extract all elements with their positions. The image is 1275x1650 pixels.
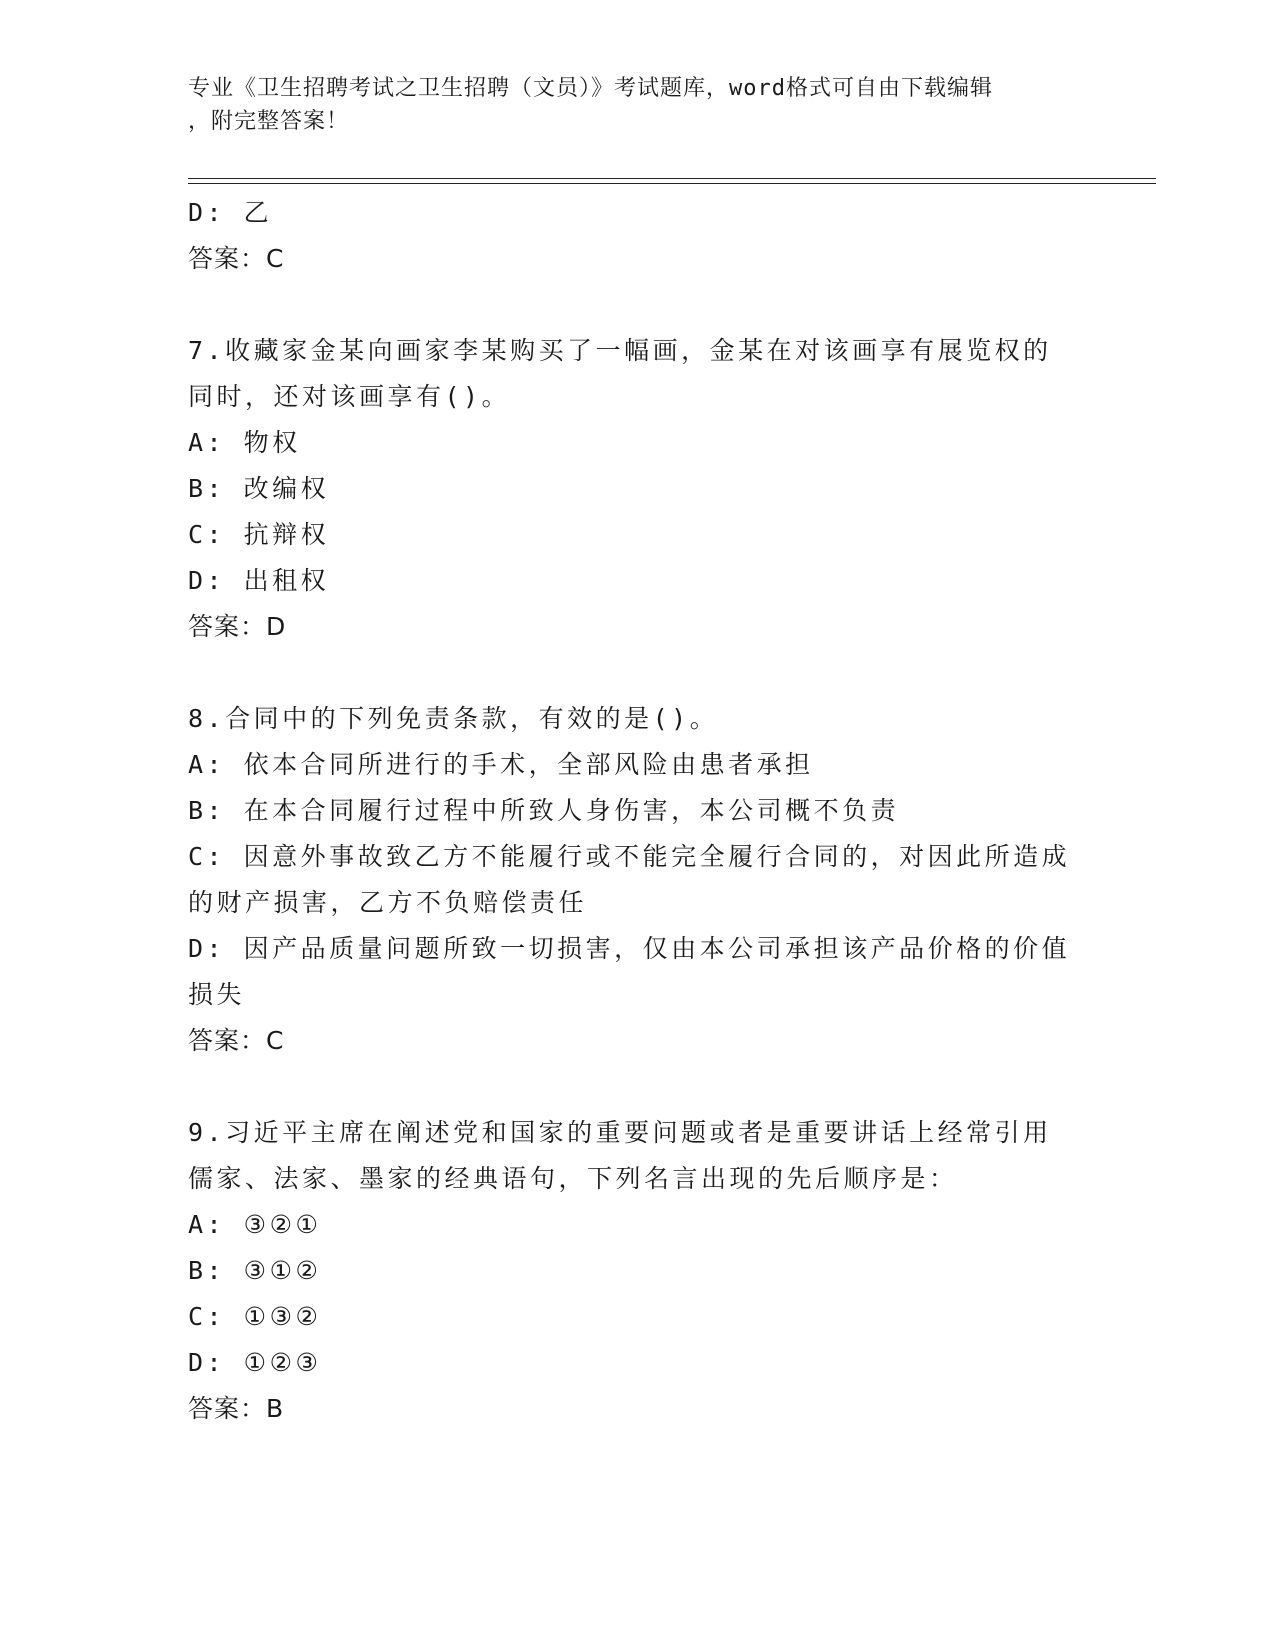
- question-stem-continued: 儒家、法家、墨家的经典语句，下列名言出现的先后顺序是：: [188, 1164, 958, 1193]
- answer: 答案：D: [188, 612, 287, 641]
- option-c: C: 因意外事故致乙方不能履行或不能完全履行合同的，对因此所造成: [188, 842, 1071, 871]
- question-spacer: [188, 282, 1088, 328]
- question-stem: 8.合同中的下列免责条款，有效的是()。: [188, 704, 719, 733]
- option-c-continued: 的财产损害，乙方不负赔偿责任: [188, 888, 588, 917]
- option-a: A: 物权: [188, 428, 301, 457]
- answer: 答案：C: [188, 1026, 285, 1055]
- question-spacer: [188, 650, 1088, 696]
- header-line-2: ，附完整答案！: [188, 109, 350, 134]
- answer: 答案：B: [188, 1394, 285, 1423]
- option-d: D: 出租权: [188, 566, 330, 595]
- document-body: [188, 190, 1088, 1432]
- option-d-continued: 损失: [188, 980, 246, 1009]
- document-header: [188, 72, 1068, 138]
- option-c: C: 抗辩权: [188, 520, 330, 549]
- question-8: [188, 696, 1088, 1064]
- answer: 答案：C: [188, 244, 285, 273]
- option-b: B: 在本合同履行过程中所致人身伤害，本公司概不负责: [188, 796, 900, 825]
- question-7: [188, 328, 1088, 650]
- header-divider-bottom: [188, 183, 1156, 184]
- option-d: D: 乙: [188, 198, 273, 227]
- question-9: [188, 1110, 1088, 1432]
- previous-question-tail: [188, 190, 1088, 282]
- header-divider-top: [188, 178, 1156, 179]
- option-a: A: 依本合同所进行的手术，全部风险由患者承担: [188, 750, 814, 779]
- option-d: D: ①②③: [188, 1348, 322, 1377]
- option-c: C: ①③②: [188, 1302, 322, 1331]
- option-b: B: 改编权: [188, 474, 330, 503]
- question-stem: 7.收藏家金某向画家李某购买了一幅画，金某在对该画享有展览权的: [188, 336, 1052, 365]
- question-stem-continued: 同时，还对该画享有()。: [188, 382, 511, 411]
- option-d: D: 因产品质量问题所致一切损害，仅由本公司承担该产品价格的价值: [188, 934, 1071, 963]
- header-line-1: 专业《卫生招聘考试之卫生招聘（文员）》考试题库，word格式可自由下载编辑: [188, 76, 993, 101]
- option-a: A: ③②①: [188, 1210, 322, 1239]
- question-stem: 9.习近平主席在阐述党和国家的重要问题或者是重要讲话上经常引用: [188, 1118, 1052, 1147]
- question-spacer: [188, 1064, 1088, 1110]
- option-b: B: ③①②: [188, 1256, 322, 1285]
